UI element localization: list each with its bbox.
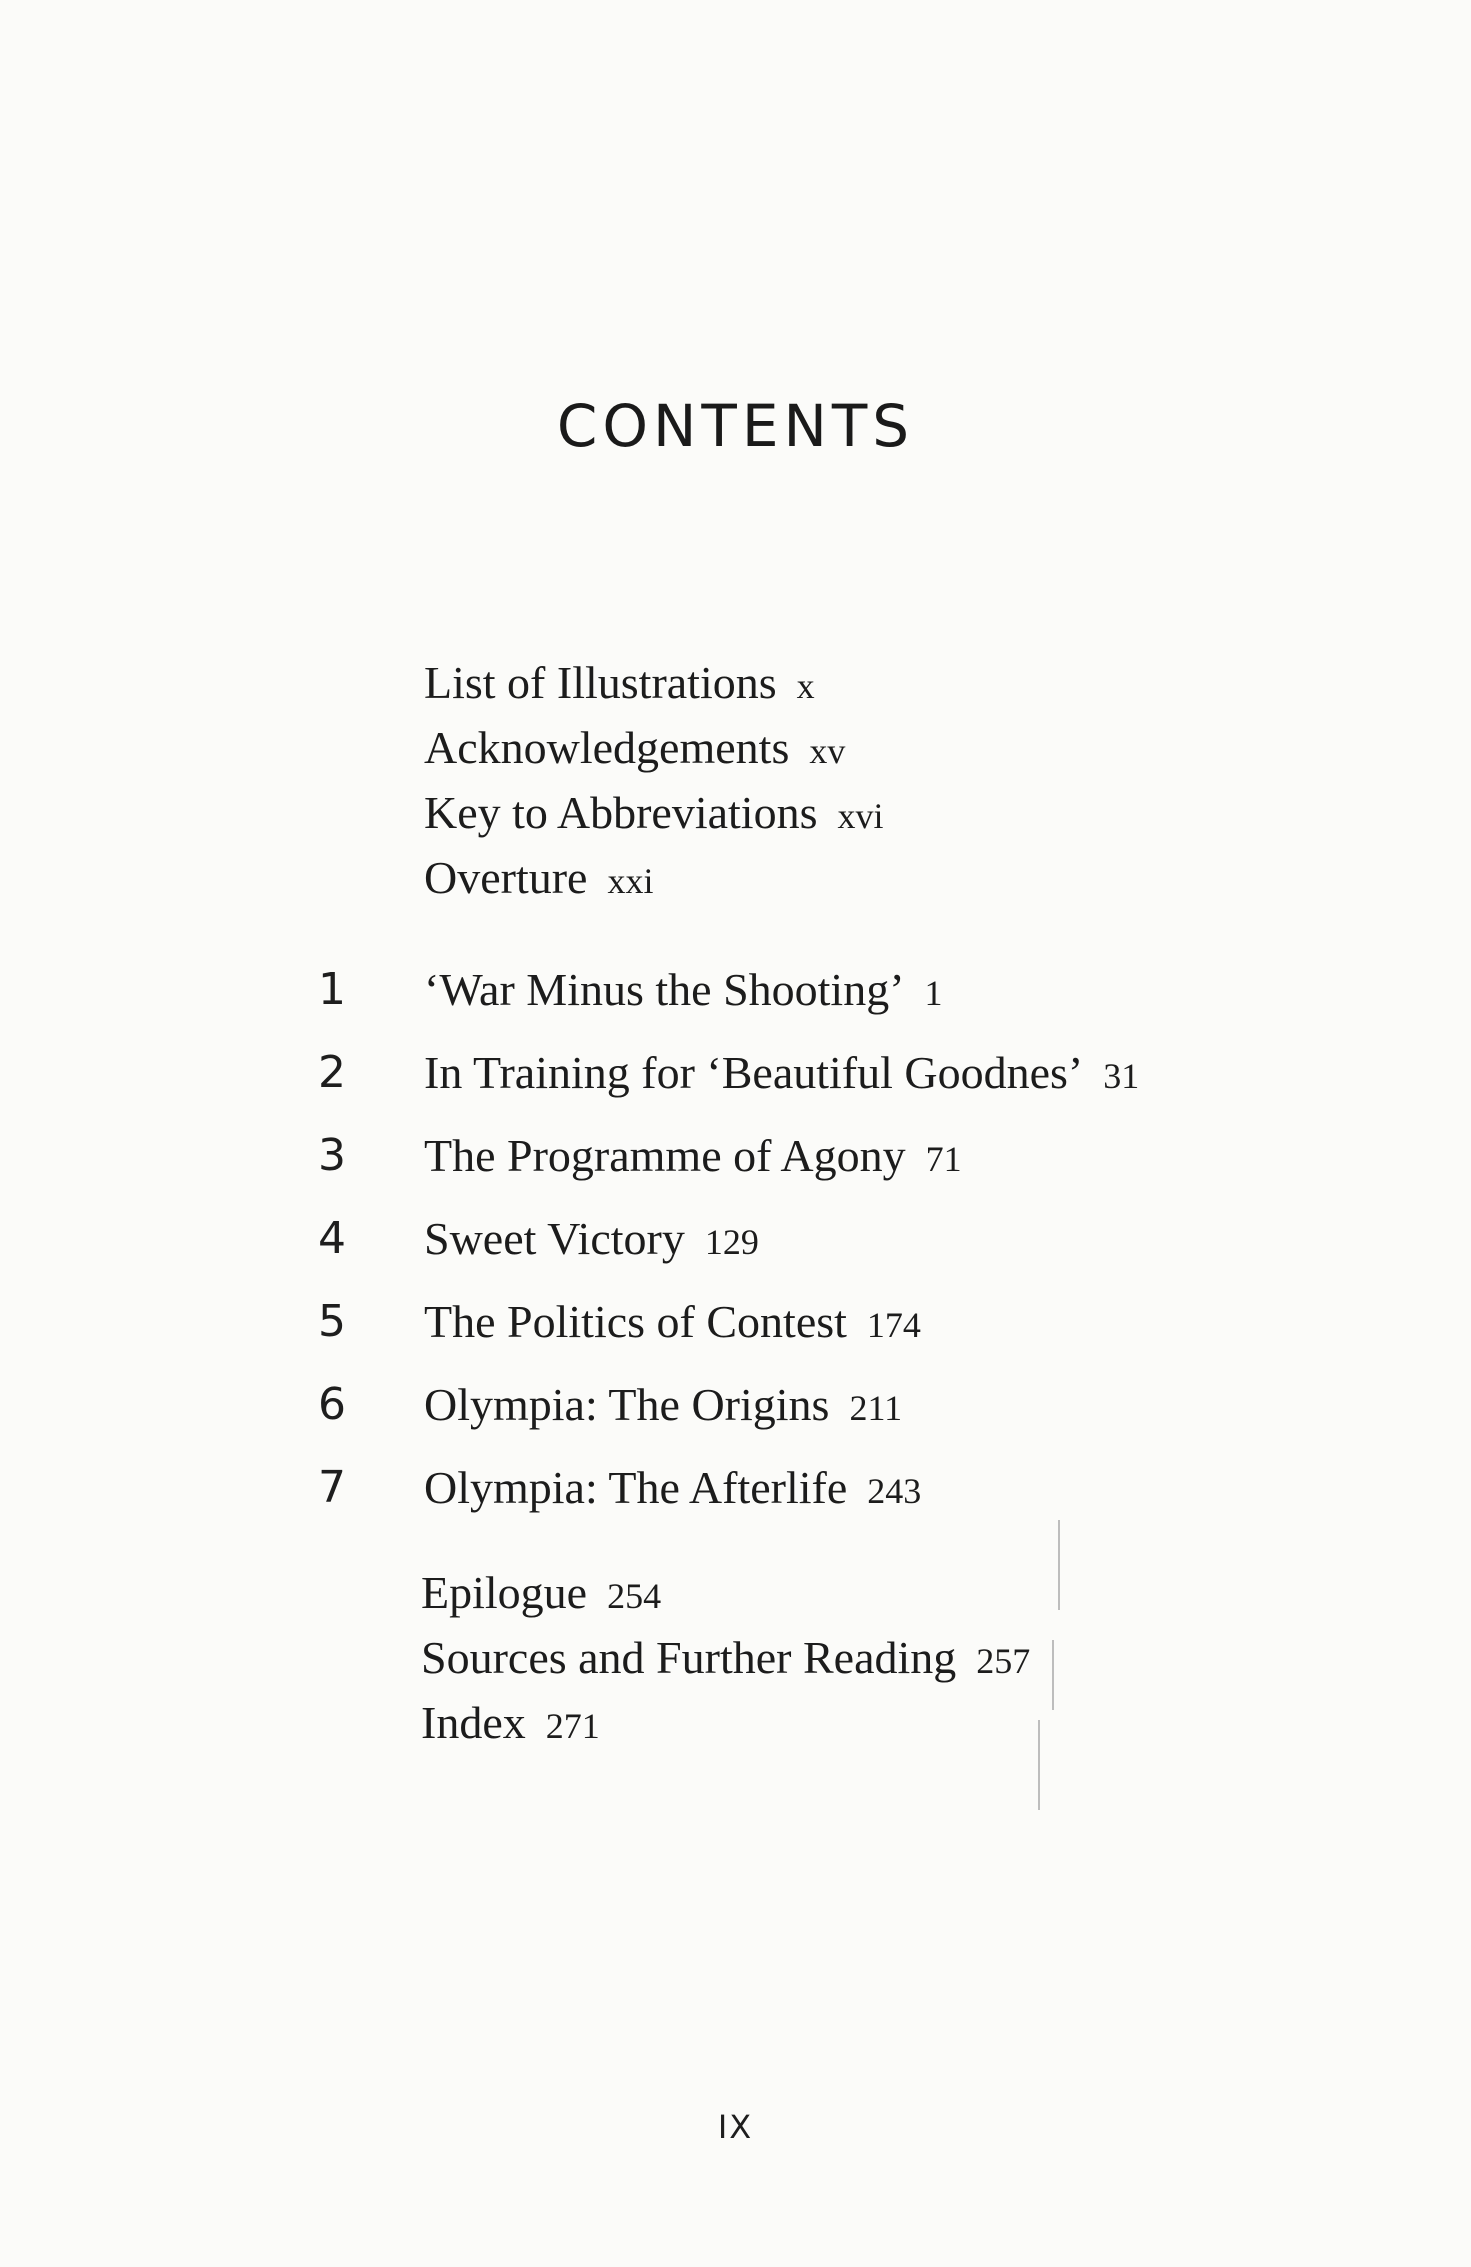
list-item [424,652,884,717]
chapter-page: 1 [924,973,943,1013]
entry-page: 257 [976,1641,1031,1681]
chapter-page: 71 [925,1139,962,1179]
entry-title: Overture [424,852,588,903]
entry-title: Epilogue [421,1567,588,1618]
scan-mark [1038,1720,1040,1810]
chapter-title: Olympia: The Origins [424,1379,830,1430]
list-item [424,847,884,912]
chapter-row [0,1031,1471,1114]
chapter-page: 211 [849,1388,903,1428]
entry-page: xvi [837,796,884,836]
chapter-number: 7 [318,1462,346,1513]
chapter-row [0,1197,1471,1280]
list-item [424,717,884,782]
chapter-page: 31 [1103,1056,1140,1096]
chapter-title: Sweet Victory [424,1213,685,1264]
entry-page: 254 [607,1576,662,1616]
chapter-row [0,1363,1471,1446]
chapter-title: In Training for ‘Beautiful Goodnes’ [424,1047,1084,1098]
chapter-title: Olympia: The Afterlife [424,1462,848,1513]
entry-title: Index [421,1697,526,1748]
chapter-page: 174 [866,1305,921,1345]
scan-mark [1058,1520,1060,1610]
front-matter-list [424,652,884,912]
entry-page: xv [809,731,846,771]
chapter-number: 6 [318,1379,346,1430]
page-number: IX [717,2108,754,2146]
chapter-list [0,948,1471,1529]
list-item [421,1562,1030,1627]
entry-title: Sources and Further Reading [421,1632,957,1683]
entry-page: x [796,666,815,706]
entry-title: Acknowledgements [424,722,790,773]
chapter-row [0,1280,1471,1363]
chapter-number: 5 [318,1296,346,1347]
entry-page: 271 [545,1706,600,1746]
chapter-number: 1 [318,964,346,1015]
list-item [421,1692,1030,1757]
chapter-number: 2 [318,1047,346,1098]
page-title: CONTENTS [556,392,915,460]
chapter-row [0,1446,1471,1529]
list-item [424,782,884,847]
scan-mark [1052,1640,1054,1710]
chapter-page: 129 [704,1222,759,1262]
chapter-page: 243 [867,1471,922,1511]
entry-page: xxi [607,861,654,901]
back-matter-list [421,1562,1030,1757]
chapter-title: The Politics of Contest [424,1296,847,1347]
list-item [421,1627,1030,1692]
chapter-row [0,948,1471,1031]
chapter-number: 4 [318,1213,346,1264]
chapter-row [0,1114,1471,1197]
chapter-number: 3 [318,1130,346,1181]
chapter-title: The Programme of Agony [424,1130,906,1181]
chapter-title: ‘War Minus the Shooting’ [424,964,905,1015]
entry-title: Key to Abbreviations [424,787,818,838]
entry-title: List of Illustrations [424,657,777,708]
